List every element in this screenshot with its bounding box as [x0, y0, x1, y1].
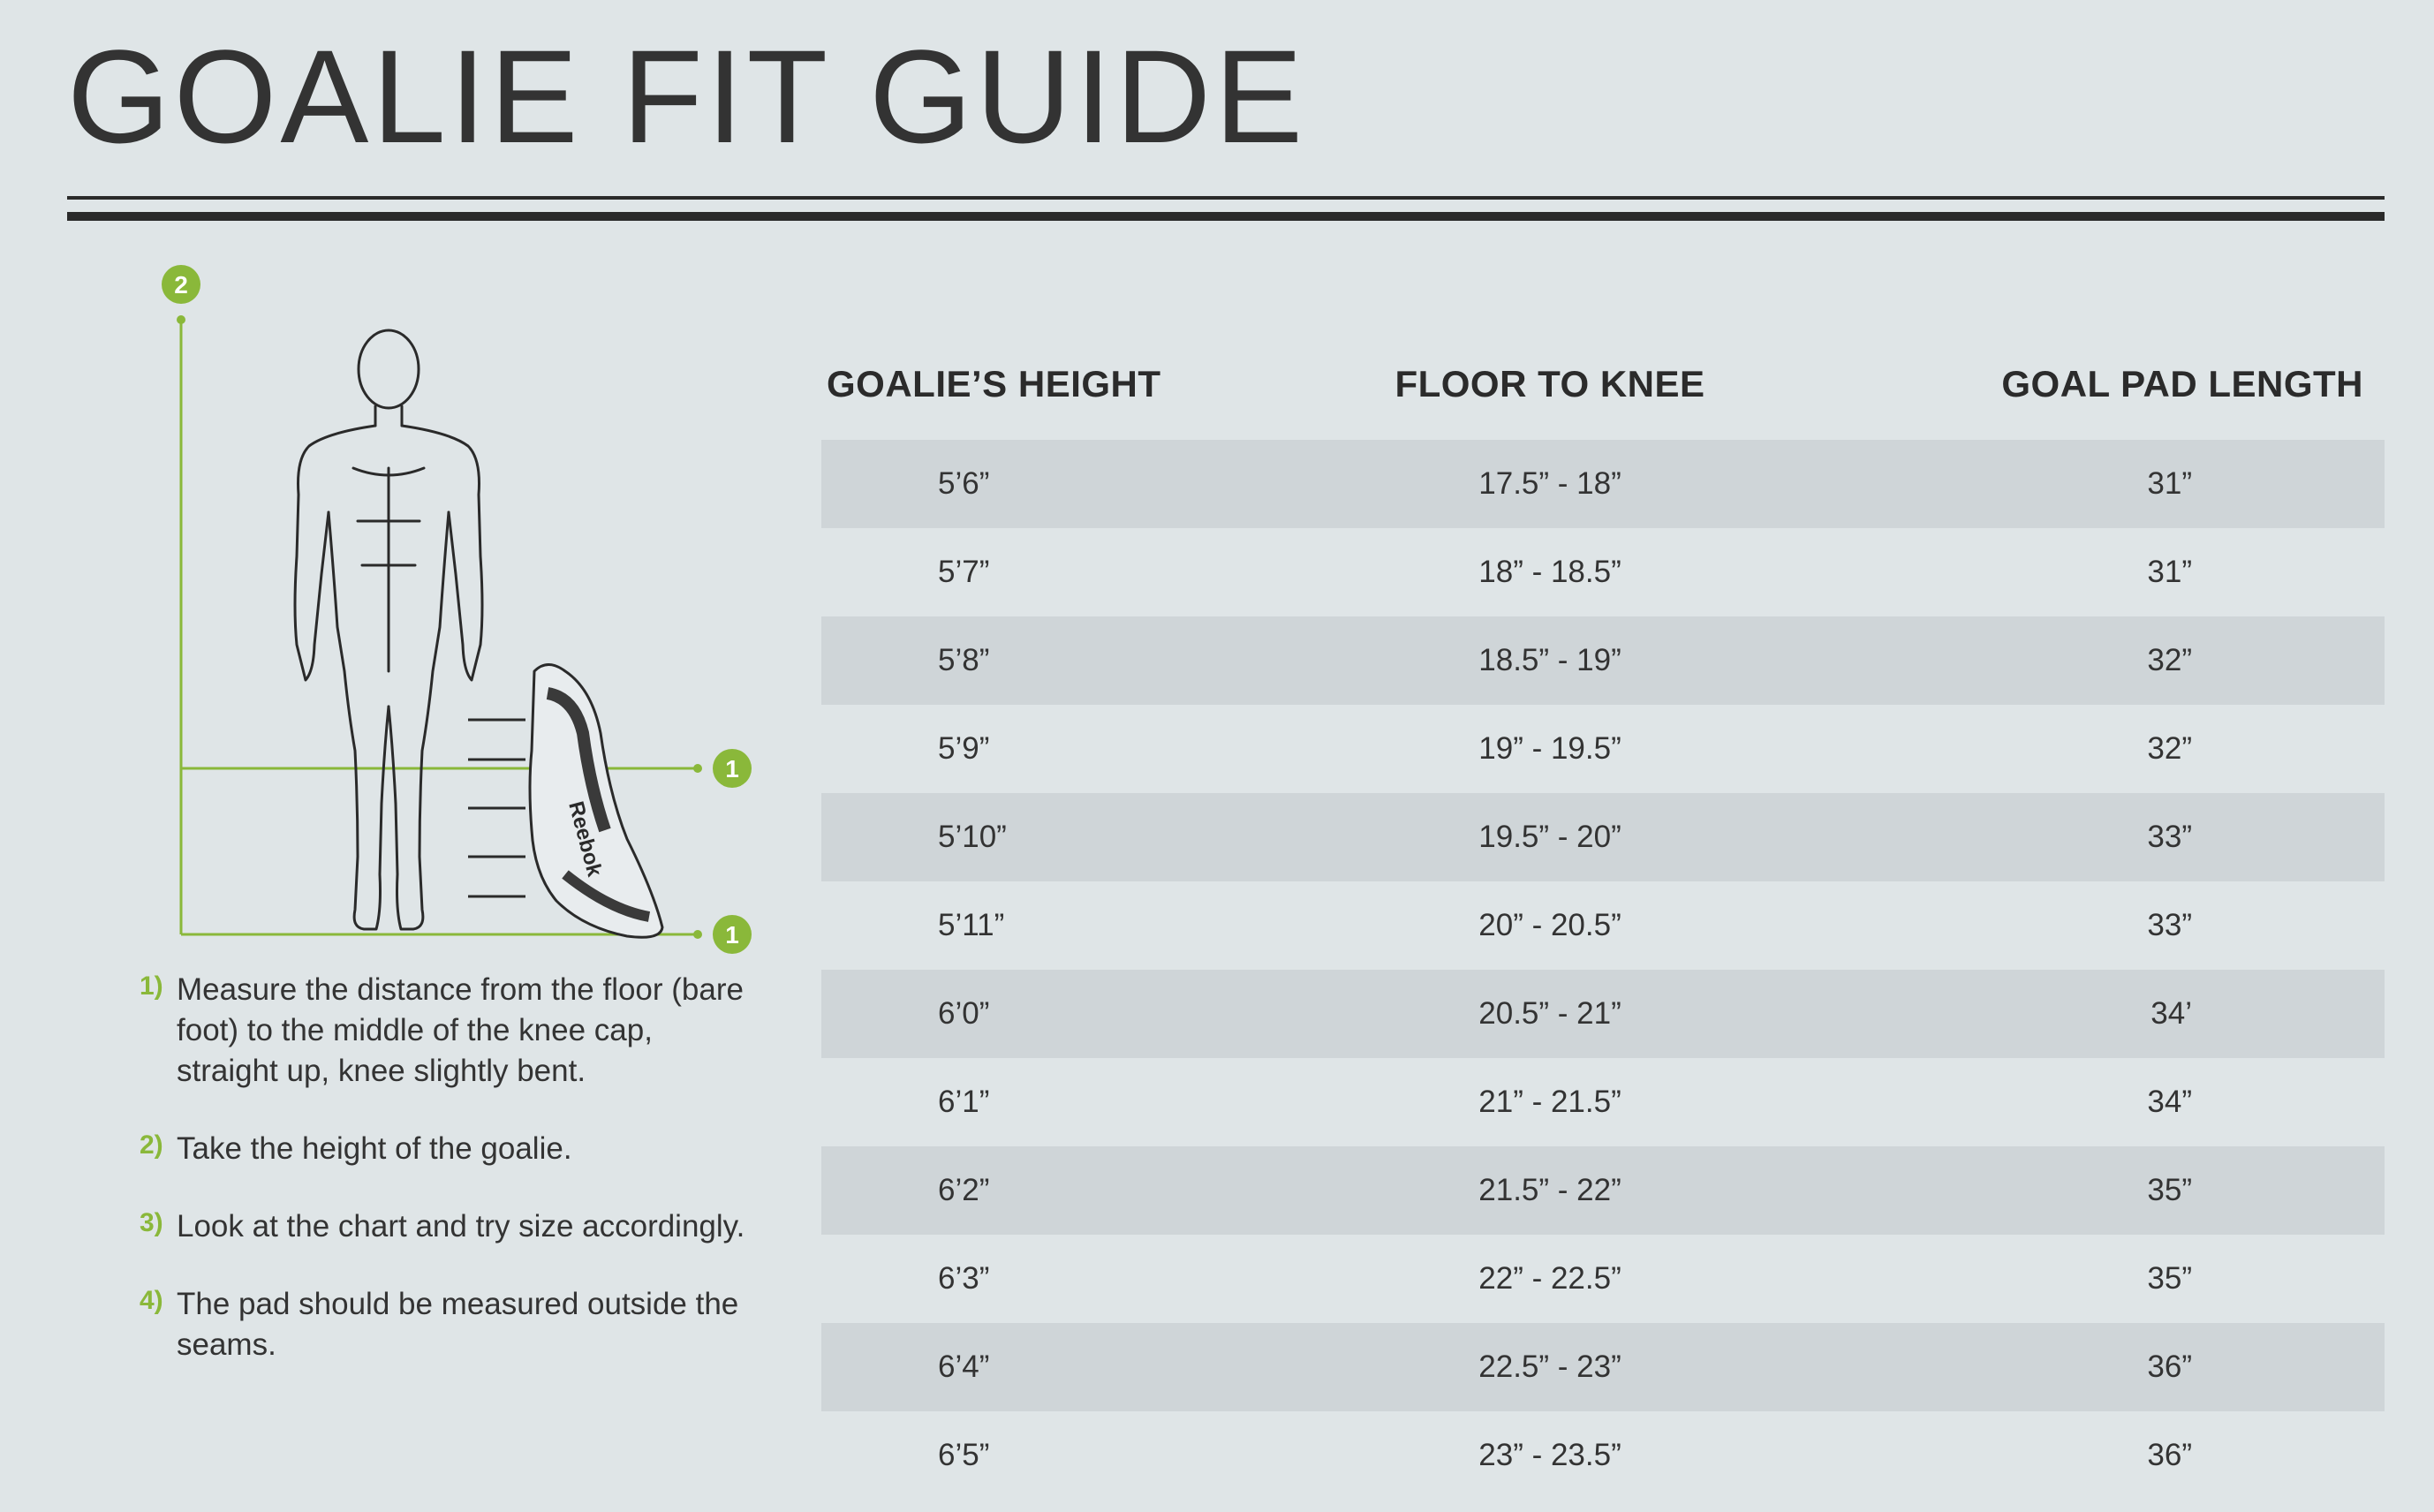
step-text: Look at the chart and try size accordingly.	[177, 1209, 745, 1244]
cell-goalie-height: 6’2”	[938, 1173, 990, 1207]
instruction-step	[140, 1284, 758, 1365]
table-row	[821, 1058, 2385, 1146]
cell-goalie-height: 6’3”	[938, 1261, 990, 1296]
cell-floor-to-knee: 19” - 19.5”	[1478, 731, 1621, 766]
step-number: 3)	[140, 1208, 163, 1237]
svg-text:1: 1	[725, 755, 739, 782]
cell-goalie-height: 5’11”	[938, 908, 1005, 942]
table-row	[821, 1146, 2385, 1235]
cell-goalie-height: 5’8”	[938, 643, 990, 677]
table-row	[821, 616, 2385, 705]
cell-floor-to-knee: 21” - 21.5”	[1478, 1085, 1621, 1119]
table-header-row	[821, 336, 2385, 433]
cell-goal-pad-length: 32”	[2147, 731, 2192, 766]
instruction-step	[140, 1206, 758, 1247]
header-goalie-height: GOALIE’S HEIGHT	[827, 363, 1161, 404]
cell-floor-to-knee: 20” - 20.5”	[1478, 908, 1621, 942]
cell-floor-to-knee: 23” - 23.5”	[1478, 1438, 1621, 1472]
cell-goal-pad-length: 32”	[2147, 643, 2192, 677]
table-row	[821, 1411, 2385, 1500]
cell-goalie-height: 5’6”	[938, 466, 990, 501]
title-rule-thick	[67, 212, 2385, 221]
table-body	[821, 440, 2385, 1500]
cell-goalie-height: 6’4”	[938, 1349, 990, 1384]
table-row	[821, 1235, 2385, 1323]
cell-goalie-height: 6’5”	[938, 1438, 990, 1472]
marker-height	[162, 265, 200, 304]
cell-goal-pad-length: 34”	[2147, 1085, 2192, 1119]
instruction-step	[140, 1129, 758, 1169]
cell-floor-to-knee: 17.5” - 18”	[1478, 466, 1621, 501]
cell-goal-pad-length: 33”	[2147, 820, 2192, 854]
table-row	[821, 440, 2385, 528]
table-row	[821, 881, 2385, 970]
cell-floor-to-knee: 22.5” - 23”	[1478, 1349, 1621, 1384]
cell-goalie-height: 6’1”	[938, 1085, 990, 1119]
cell-goal-pad-length: 31”	[2147, 466, 2192, 501]
cell-goal-pad-length: 35”	[2147, 1261, 2192, 1296]
size-chart-table	[821, 336, 2385, 1500]
goalie-pad-illustration	[468, 665, 662, 938]
svg-text:Reebok: Reebok	[563, 798, 607, 880]
step-text: Take the height of the goalie.	[177, 1131, 572, 1166]
table-row	[821, 705, 2385, 793]
cell-goal-pad-length: 33”	[2147, 908, 2192, 942]
marker-floor	[713, 915, 752, 954]
cell-goalie-height: 5’10”	[938, 820, 1007, 854]
table-row	[821, 970, 2385, 1058]
title-rule-thin	[67, 196, 2385, 200]
instructions-list	[140, 970, 758, 1402]
table-row	[821, 528, 2385, 616]
cell-floor-to-knee: 18” - 18.5”	[1478, 555, 1621, 589]
svg-text:2: 2	[174, 271, 188, 299]
cell-floor-to-knee: 18.5” - 19”	[1478, 643, 1621, 677]
cell-goal-pad-length: 35”	[2147, 1173, 2192, 1207]
step-number: 4)	[140, 1286, 163, 1315]
cell-goal-pad-length: 31”	[2147, 555, 2192, 589]
step-text: Measure the distance from the floor (bare foot) to the middle of the knee cap, straight up, knee slightly bent.	[177, 972, 744, 1088]
step-text: The pad should be measured outside the seams.	[177, 1287, 739, 1362]
cell-floor-to-knee: 19.5” - 20”	[1478, 820, 1621, 854]
header-floor-to-knee: FLOOR TO KNEE	[1395, 363, 1705, 404]
step-number: 2)	[140, 1130, 163, 1160]
cell-goalie-height: 5’9”	[938, 731, 990, 766]
cell-floor-to-knee: 21.5” - 22”	[1478, 1173, 1621, 1207]
cell-goalie-height: 6’0”	[938, 996, 990, 1031]
step-number: 1)	[140, 971, 163, 1001]
cell-floor-to-knee: 20.5” - 21”	[1478, 996, 1621, 1031]
svg-text:1: 1	[725, 921, 739, 949]
instruction-step	[140, 970, 758, 1092]
cell-goal-pad-length: 34’	[2151, 996, 2192, 1031]
measurement-diagram	[132, 256, 768, 963]
table-row	[821, 793, 2385, 881]
cell-goal-pad-length: 36”	[2147, 1438, 2192, 1472]
table-row	[821, 1323, 2385, 1411]
header-goal-pad-length: GOAL PAD LENGTH	[2001, 363, 2363, 404]
cell-floor-to-knee: 22” - 22.5”	[1478, 1261, 1621, 1296]
person-figure	[295, 330, 482, 929]
cell-goal-pad-length: 36”	[2147, 1349, 2192, 1384]
page-title: GOALIE FIT GUIDE	[67, 22, 1307, 170]
marker-knee	[713, 749, 752, 788]
cell-goalie-height: 5’7”	[938, 555, 990, 589]
